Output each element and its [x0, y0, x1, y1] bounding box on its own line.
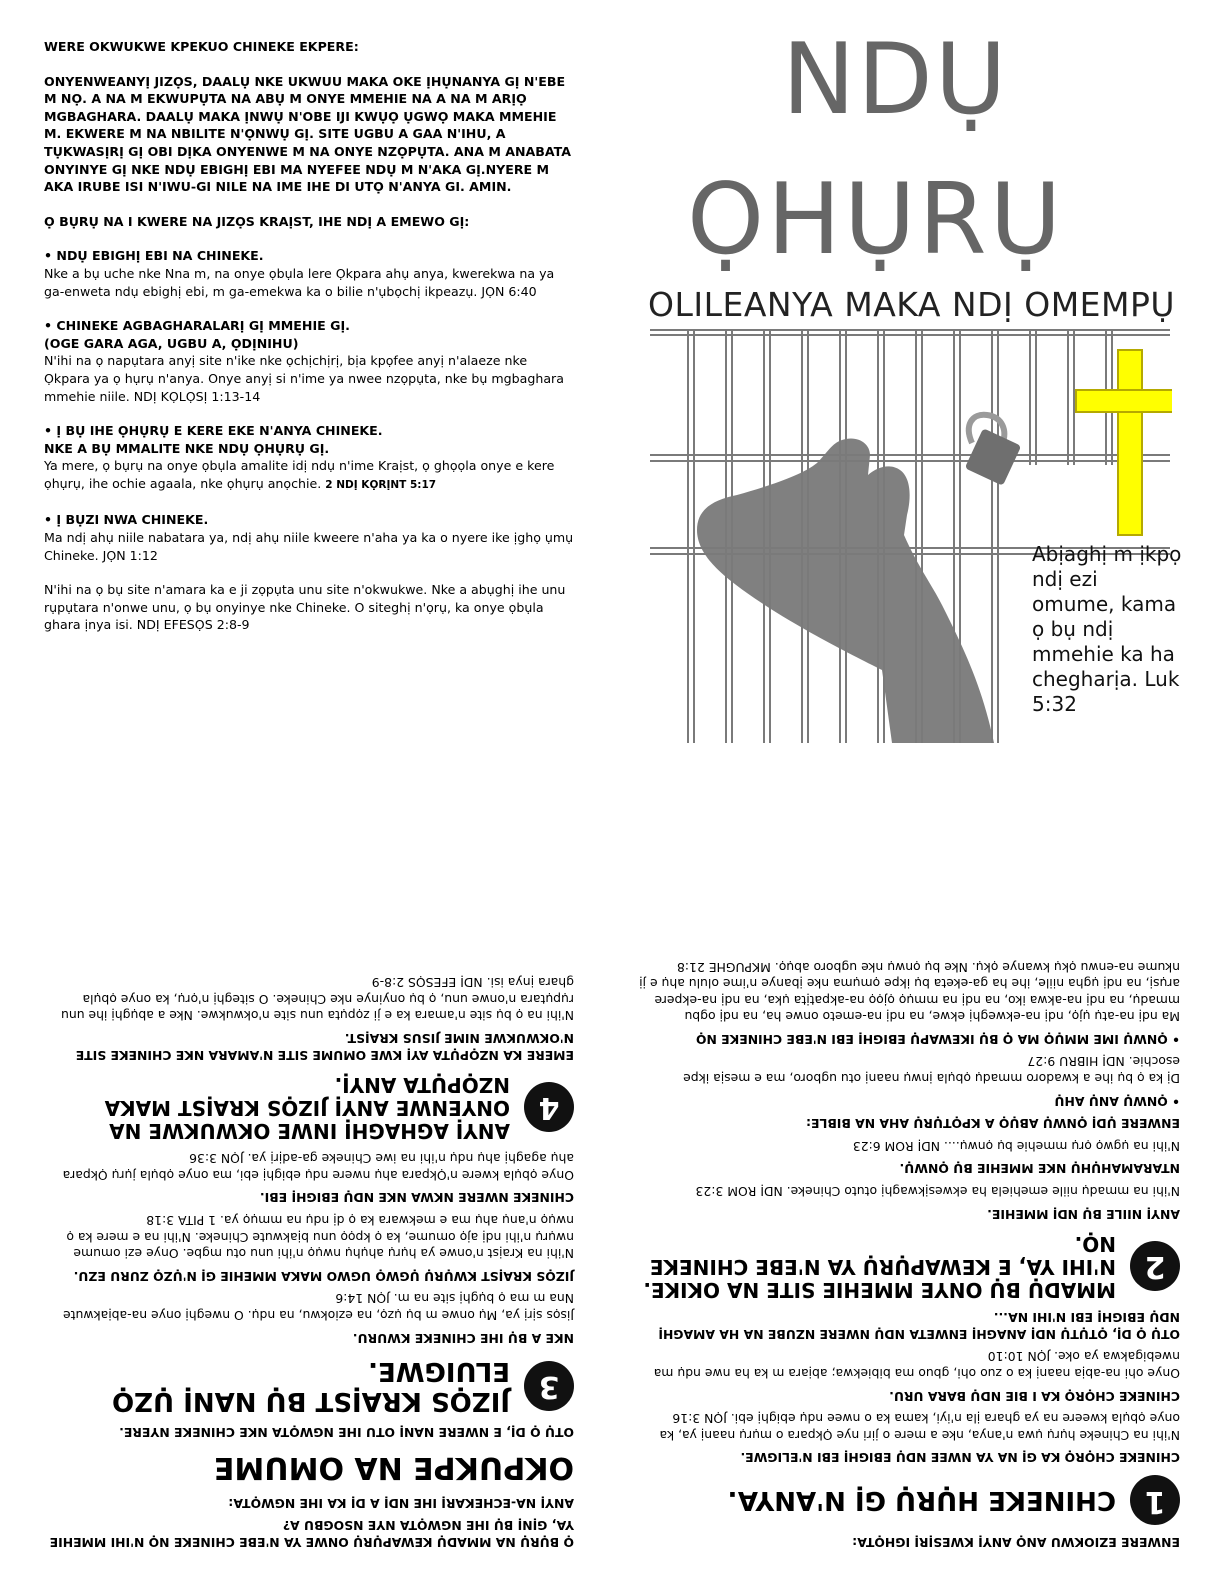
s2-p1: ANYỊ NIILE BỤ NDỊ MMEHIE.	[987, 1206, 1180, 1222]
cover-verse: Abịaghị m ịkpọ ndị ezi omume, kama ọ bụ ndị mmehie ka ha chegharịa. Luk 5:32	[1032, 542, 1182, 716]
step-2	[630, 1232, 1180, 1301]
s2-p4: N'ihi na ụgwọ ọrụ mmehie bụ ọnwụ.... NDỊ ROM 6:23	[852, 1138, 1180, 1154]
step-1	[630, 1475, 1180, 1525]
cover-title-line2: ỌHỤRỤ	[687, 163, 1065, 277]
s2-p5: ENWERE ỤDỊ ỌNWỤ ABỤỌ A KPỌTỤRỤ AHA NA BIBLE:	[806, 1116, 1180, 1132]
prayer-text: ONYENWEANYỊ JIZỌS, DAALỤ NKE UKWUU MAKA OKE ỊHỤNANYA GỊ N'EBE M NỌ. A NA M EKWUPỤTA NA ABỤ M ONYE MMEHIE NA A NA M ARỊỌ MGBAGHARA. DAALỤ MAKA ỊNWỤ N'OBE IJI KWỤỌ ỤGWỌ MAKA MMEHIE M. EKWERE M NA NBILITE N'ỌNWỤ GỊ. SITE UGBU A GAA N'IHU, A TỤKWASỊRỊ GỊ OBI DỊKA ONYENWE M NA ONYE NZỌPỤTA. ANA M ANABATA ONYINYE GỊ NKE NDỤ EBIGHỊ EBI MA NYEFEE NDỤ M N'AKA GỊ.NYERE M AKA IRUBE ISI N'IWU-GI NILE NA IME IHE DI UTỌ N'ANYA GI. AMIN.	[44, 73, 571, 195]
benefit-sub: NKE A BỤ MMALITE NKE NDỤ ỌHỤRỤ GỊ.	[44, 440, 330, 456]
benefit-body: Nke a bụ uche nke Nna m, na onye ọbụla lere Ọkpara ahụ anya, kwerekwa na ya ga-enweta ndụ ebighị ebi, m ga-emekwa ka o bilie n'ụbọchị ikpeazụ. JỌN 6:40	[44, 265, 555, 299]
question: Ọ BỤRỤ NA MMADỤ KEWAPỤRỤ ONWE YA N'EBE CHINEKE NỌ N'IHI MMEHIE YA, GỊNỊ BỤ IHE NGWỌTA NYE NSOGBU A?	[49, 1518, 574, 1550]
s1-p2: N'ihi na Chineke hụrụ ụwa n'anya, nke a mere o jiri nye Ọkpara o mụrụ naanị ya, ka onye ọbụla kweere na ya ghara ịla n'iyi, kama ka o nwee ndụ ebighị ebi. JỌN 3:16	[659, 1411, 1180, 1443]
benefit-head: • CHINEKE AGBAGHARALARỊ GỊ MMEHIE GỊ.	[44, 318, 350, 334]
s3-p2: Jisọs sịrị ya, Mụ onwe m bụ ụzọ, na eziokwu, na ndụ. O nweghị onye na-abịakwute Nna m ma ọ bụghị site na m. JỌN 14:6	[63, 1291, 574, 1324]
truths-heading: ENWERE EZIOKWU ANỌ ANYỊ KWESỊRỊ IGHỌTA:	[852, 1535, 1180, 1550]
cover-title-line1: NDỤ	[782, 23, 1009, 137]
question-2: ANYỊ NA-ECHEKARỊ IHE NDỊ A DỊ KA IHE NGWỌTA:	[228, 1495, 574, 1511]
step-number: 1	[1130, 1475, 1180, 1525]
s3-p6: Onye ọbụla kwere n'Ọkpara ahụ nwere ndụ ebighị ebi, ma onye ọbụla jụrụ Ọkpara ahụ agaghị ahụ ndụ n'ihi na iwe Chineke ga-adịrị ya. JỌN 3:36	[62, 1151, 574, 1183]
benefit-4	[44, 511, 574, 564]
s2-p3: NTARAMAHỤHỤ NKE MMEHIE BỤ ỌNWỤ.	[899, 1161, 1180, 1177]
step-title: CHINEKE HỤRỤ GỊ N'ANYA.	[727, 1485, 1116, 1516]
benefit-2	[44, 317, 574, 405]
s2-p9: Ma ndị na-atụ ụjọ, ndị na-ekweghị ekwe, na ndị na-emeto onwe ha, na ndị ogbu mmadụ, na ndị na-akwa iko, na ndị na mmụọ ọjọọ na-akpatịta ụka, na ndị na-ekpere arụsị, na ndị ụgha niile, ihe ha ga-eketa bụ ikpe ọmụma nke ịbanye n'ime olulu ahụ e jị nkume na-enwu ọkụ kwanye ọkụ. Nke bụ ọnwụ nke ugboro abụọ. MKPUGHE 21:8	[639, 959, 1180, 1025]
benefit-head: • Ị BỤ IHE ỌHỤRỤ E KERE EKE N'ANYA CHINEKE.	[44, 423, 383, 439]
cover-panel	[612, 23, 1192, 770]
religion-title: OKPUKPE NA OMUME	[213, 1450, 574, 1486]
benefit-head: • NDỤ EBIGHỊ EBI NA CHINEKE.	[44, 248, 264, 264]
step-title: ANYỊ AGHAGHỊ INWE OKWUKWE NA ONYENWE ANYỊ JIZỌS KRAỊST MAKA NZỌPỤTA ANYỊ.	[104, 1072, 510, 1143]
step-number: 3	[524, 1361, 574, 1411]
benefit-sub: (OGE GARA AGA, UGBU A, ỌDỊNIHU)	[44, 335, 299, 351]
s1-p4: Onye ohi na-abịa naanị ka o zuo ohi, gbuo ma bibiekwa; abịara m ka ha nwe ndụ ma nwebigakwa ya oke. JỌN 10:10	[653, 1349, 1180, 1382]
cross-icon	[1076, 350, 1172, 535]
s4-p1: EMERE KA NZỌPỤTA AYỊ KWE OMUME SITE N'AMARA NKE CHINEKE SITE N'OKWUKWE NIME JISUS KRAỊST.	[75, 1031, 574, 1063]
cover-subtitle: OLILEANYA MAKA NDỊ OMEMPỤ	[648, 285, 1176, 324]
s3-p3: JIZỌS KRAỊST KWỤRỤ ỤGWỌ UGWO MAKA MMEHIE GỊ N'ỤZỌ ZURU EZU.	[73, 1268, 574, 1284]
step-number: 2	[1130, 1241, 1180, 1291]
s1-p1: CHINEKE CHỌRỌ KA GỊ NA YA NWEE NDỤ EBIGHỊ EBI N'ELIGWE.	[740, 1450, 1180, 1466]
s3-p1: NKE A BỤ IHE CHINEKE KWURU.	[352, 1330, 574, 1346]
benefit-1	[44, 247, 574, 300]
steps-3-4-panel	[44, 810, 574, 1550]
s2-p8: • ỌNWỤ IME MMỤỌ MA Ọ BỤ IKEWAPỤ EBIGHỊ EBI N'EBE CHINEKE NỌ	[695, 1031, 1180, 1047]
step-title: MMADỤ BỤ ONYE MMEHIE SITE NA OKIKE. N'IHI YA, E KEWAPỤRỤ YA N'EBE CHINEKE NỌ.	[643, 1231, 1116, 1302]
s1-p3: CHINEKE CHỌRỌ KA I BIE NDỤ BARA URU.	[889, 1388, 1180, 1404]
closing-verse: N'ihi na ọ bụ site n'amara ka e ji zọpụta unu site n'okwukwe. Nke a abụghị ihe unu rụpụtara n'onwe unu, ọ bụ onyinye nke Chineke. O siteghị n'ọrụ, ka onye ọbụla ghara ịnya isi. NDỊ EFESỌS 2:8-9	[44, 582, 566, 633]
question-3: OTỤ Ọ DỊ, E NWERE NANỊ OTU IHE NGWỌTA NKE CHINEKE NYERE.	[119, 1425, 574, 1441]
benefit-body: Ya mere, ọ bụrụ na onye ọbụla amalite idị ndụ n'ime Kraịst, ọ ghọọla onye e kere ọhụrụ, ihe ochie agaala, nke ọhụrụ anọchie.	[44, 458, 555, 491]
s4-p2: N'ihi na ọ bụ site n'amara ka e ji zọpụta unu site n'okwukwe. Nke a abụghị ihe unu rụpụtara n'onwe unu, ọ bụ onyinye nke Chineke. O siteghị n'ọrụ, ka onye ọbụla ghara ịnya isi. NDỊ EFESỌS 2:8-9	[61, 975, 574, 1024]
steps-1-2-panel	[630, 810, 1180, 1550]
prayer-intro: Ọ BỤRỤ NA I KWERE NA JIZỌS KRAỊST, IHE NDỊ A EMEWO GỊ:	[44, 213, 470, 229]
benefit-head: • Ị BỤZI NWA CHINEKE.	[44, 512, 209, 528]
s2-p7: Dị ka ọ bụ ihe a kwadoro mmadụ ọbụla ịnwụ naanị otu ugboro, ma e mesịa ikpe esochie. NDỊ HIBRU 9:27	[683, 1054, 1180, 1087]
step-number: 4	[524, 1082, 574, 1132]
step-title: JIZỌS KRAỊST BỤ NANỊ ỤZỌ ELUIGWE.	[112, 1355, 510, 1416]
step-4	[44, 1073, 574, 1142]
s2-p6: • ỌNWỤ ANỤ AHỤ	[1054, 1093, 1180, 1109]
s1-p5: OTỤ Ọ DỊ, ỌTỤTỤ NDỊ ANAGHỊ ENWETA NDỤ NWERE NZUBE NA HA AMAGHỊ NDỤ EBIGHỊ EBI N'IHI NA...	[658, 1310, 1180, 1342]
s3-p4: N'ihi na Kraịst n'onwe ya hụrụ ahụhụ nwụọ n'ihi unu otu mgbe. Onye ezi omume nwụrụ n'ihi ndị ajọ omume, ka ọ kpọọ unu bịakwute Chineke. N'ihi na e mere ka ọ nwụọ n'anụ ahụ ma e mekwara ka ọ dị ndụ na mmụọ ya. 1 PITA 3:18	[66, 1213, 574, 1262]
s2-p2: N'ihi na mmadụ niile emehiela ha ekwesịkwaghị otuto Chineke. NDỊ ROM 3:23	[695, 1184, 1180, 1200]
benefit-body: N'ihi na ọ napụtara anyị site n'ike nke ọchịchịrị, bịa kpọfee anyị n'alaeze nke Ọkpara ya ọ hụrụ n'anya. Onye anyị si n'ime ya nwee nzọpụta, nke bụ mgbaghara mmehie niile. NDỊ KỌLỌSỊ 1:13-14	[44, 353, 564, 404]
benefit-body: Ma ndị ahụ niile nabatara ya, ndị ahụ niile kweere n'aha ya ka o nyere ike ịghọ ụmụ Chineke. JỌN 1:12	[44, 530, 574, 563]
benefit-3	[44, 422, 574, 494]
benefit-ref: 2 NDỊ KỌRỊNT 5:17	[325, 478, 437, 491]
s3-p5: CHINEKE NWERE NKWA NKE NDỤ EBIGHỊ EBI.	[259, 1190, 574, 1206]
step-3	[44, 1356, 574, 1416]
prayer-heading: WERE OKWUKWE KPEKUO CHINEKE EKPERE:	[44, 39, 359, 54]
prayer-panel	[44, 38, 574, 651]
